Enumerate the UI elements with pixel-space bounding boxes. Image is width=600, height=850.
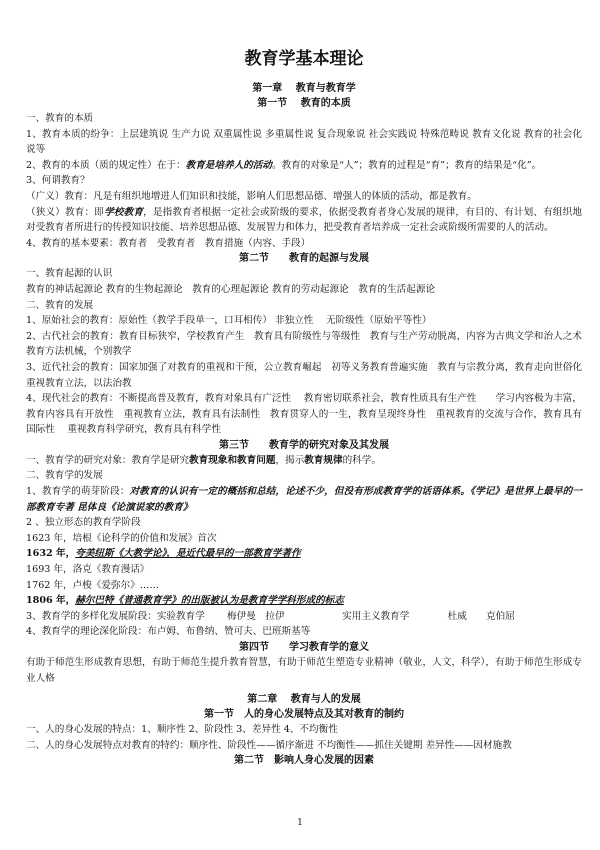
emphasis-text: 学校教育	[104, 206, 144, 218]
paragraph: 1693 年，洛克《教育漫话》	[26, 564, 150, 576]
text-span: ，揭示	[275, 454, 305, 466]
text-span: 1、教育学的萌芽阶段：	[26, 486, 130, 498]
chapter-1-heading: 第一章 教育与教育学	[252, 83, 356, 94]
paragraph: 1、教育本质的纷争：上层建筑说 生产力说 双重属性说 多重属性说 复合现象说 社会实践说 特殊范畴说 教育文化说 教育的社会化说等	[26, 128, 582, 156]
paragraph: 一、教育的本质	[26, 113, 94, 124]
document-page	[26, 44, 595, 768]
section-2-1-heading: 第一节 人的身心发展特点及其对教育的制约	[204, 709, 404, 721]
paragraph	[26, 205, 582, 236]
text-span: 的科学。	[342, 454, 381, 466]
text-span: ，是指教育者根据一定社会或阶级的要求，依据受教育者身心发展的规律，有目的、有计划、有组织地对受教育者所进行的传授知识技能、培养思想品德、发展智力和体力，把受教育者培养成一定社会或阶级所需要的人的活动。	[26, 206, 583, 234]
emphasis-text: 夸美纽斯《大教学论》，是近代最早的一部教育学著作	[75, 548, 301, 560]
paragraph: 二、人的身心发展特点对教育的特约：顺序性、阶段性——循序渐进 不均衡性——抓住关键期 差异性——因材施教	[26, 739, 512, 751]
paragraph: 1623 年，培根《论科学的价值和发展》首次	[26, 532, 217, 544]
chapter-2-heading: 第二章 教育与人的发展	[247, 694, 361, 706]
text-span: 。教育的对象是“人”；教育的过程是“育”；教育的结果是“化”。	[271, 159, 542, 171]
text-span: （狭义）教育：即	[26, 206, 105, 218]
paragraph: 有助于师范生形成教育思想，有助于师范生提升教育智慧，有助于师范生塑造专业精神（敬业，人文，科学），有助于师范生形成专业人格	[26, 657, 582, 684]
paragraph: 教育的神话起源论 教育的生物起源论 教育的心理起源论 教育的劳动起源论 教育的生活起源论	[26, 283, 436, 295]
paragraph: 1、原始社会的教育：原始性（教学手段单一，口耳相传） 非独立性 无阶级性（原始平等性）	[26, 315, 432, 327]
emphasis-text: 教育规律	[304, 454, 343, 466]
paragraph: 3、何谓教育？	[26, 175, 90, 187]
section-1-4-heading: 第四节 学习教育学的意义	[239, 642, 369, 653]
paragraph: （广义）教育：凡是有组织地增进人们知识和技能，影响人们思想品德、增强人的体质的活动，都是教育。	[26, 190, 477, 202]
text-span: 2、教育的本质（质的规定性）在于：	[26, 159, 186, 171]
emphasis-text: 赫尔巴特《普通教育学》的出版被认为是教育学学科形成的标志	[75, 595, 344, 607]
section-1-3-heading: 第三节 教育学的研究对象及其发展	[219, 439, 389, 451]
paragraph	[26, 484, 582, 515]
paragraph: 二、教育学的发展	[26, 470, 103, 482]
emphasis-text: 对教育的认识有一定的概括和总结，论述不少，但没有形成教育学的话语体系。《学记》是世界上最早的一部教育专著 昆体良《论演说家的教育》	[26, 486, 582, 513]
emphasis-text: 教育现象和教育问题	[189, 454, 276, 466]
paragraph	[26, 546, 582, 562]
year-text: 1632 年，	[26, 548, 76, 560]
section-2-2-heading: 第二节 影响人身心发展的因素	[234, 755, 374, 767]
emphasis-text: 教育是培养人的活动	[185, 159, 272, 171]
paragraph: 4、教育的基本要素：教育者 受教育者 教育措施（内容、手段）	[26, 237, 311, 249]
year-text: 1806 年，	[26, 595, 76, 607]
paragraph: 3、教育学的多样化发展阶段：实验教育学 梅伊曼 拉伊 实用主义教育学 杜威 克伯屈	[26, 610, 515, 622]
document-title: 教育学基本理论	[244, 49, 364, 69]
paragraph	[26, 158, 582, 174]
paragraph	[26, 593, 582, 609]
paragraph: 一、教育起源的认识	[26, 268, 113, 280]
paragraph: 2 、独立形态的教育学阶段	[26, 517, 141, 529]
paragraph: 一、人的身心发展的特点：1、顺序性 2、阶段性 3、差异性 4、不均衡性	[26, 724, 338, 736]
paragraph: 4、教育学的理论深化阶段：布卢姆、布鲁纳、赞可夫、巴班斯基等	[26, 626, 311, 638]
text-span: 一、教育学的研究对象：教育学是研究	[26, 454, 190, 466]
paragraph: 二、教育的发展	[26, 299, 94, 311]
paragraph: 4、现代社会的教育：不断提高普及教育，教育对象具有广泛性 教育密切联系社会，教育性质具有生产性 学习内容极为丰富，教育内容具有开放性 重视教育立法，教育具有法制性 教育贯穿人的一生，教育呈现终身性 重视教育的交流与合作，教育具有国际性 重视教育科学研究，教育具有科学性	[26, 393, 582, 436]
paragraph	[26, 453, 582, 469]
section-1-1-heading: 第一节 教育的本质	[257, 98, 351, 109]
section-1-2-heading: 第二节 教育的起源与发展	[239, 253, 369, 265]
paragraph: 2、古代社会的教育：教育目标狭窄，学校教育产生 教育具有阶级性与等级性 教育与生产劳动脱离，内容为古典文学和治人之术 教育方法机械，个别教学	[26, 330, 595, 358]
page-number: 1	[297, 818, 303, 828]
paragraph: 3、近代社会的教育：国家加强了对教育的重视和干预，公立教育崛起 初等义务教育普遍实施 教育与宗教分离，教育走向世俗化 重视教育立法，以法治教	[26, 361, 595, 389]
paragraph: 1762 年，卢梭《爱弥尔》……	[26, 579, 159, 591]
